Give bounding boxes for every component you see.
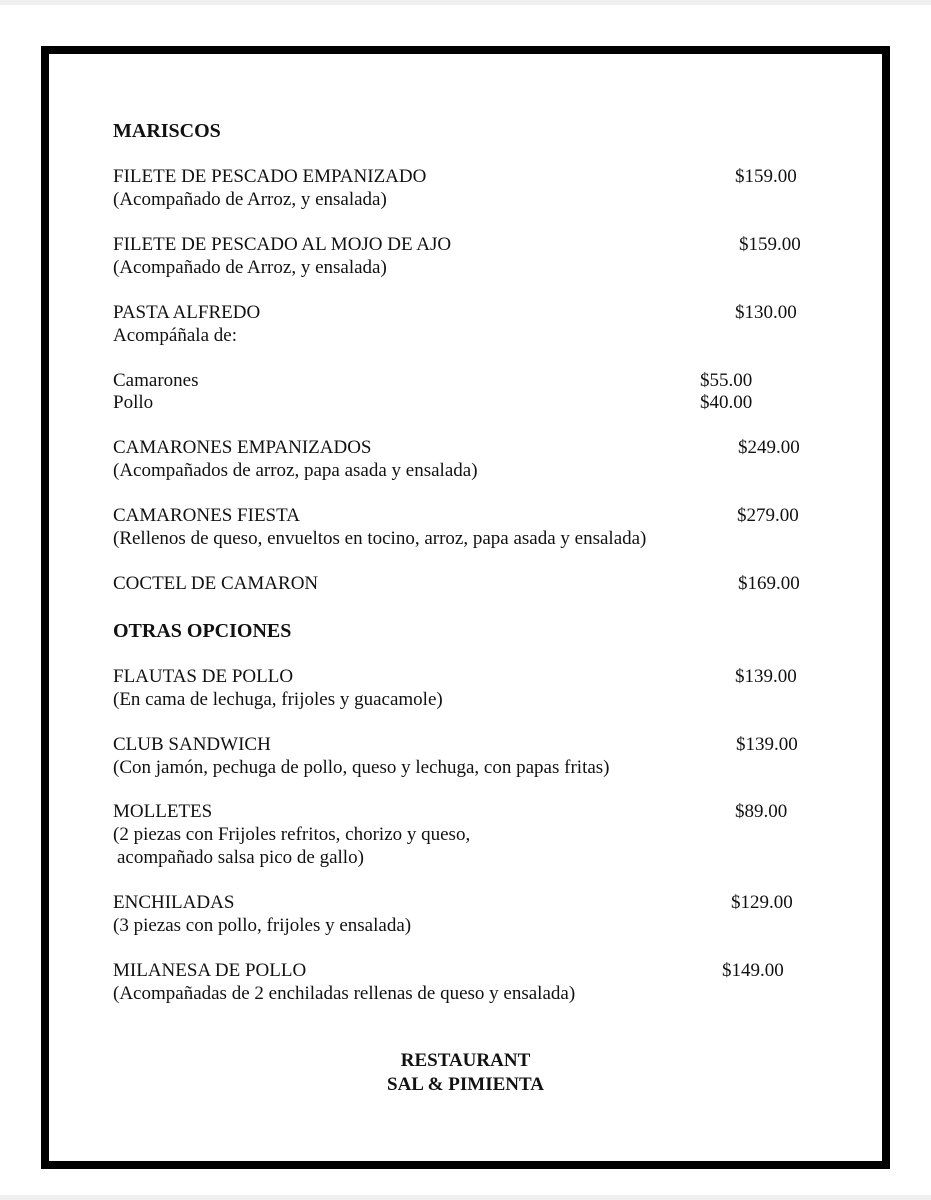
- item-description: (2 piezas con Frijoles refritos, chorizo y queso,: [113, 824, 471, 845]
- item-description: Acompáñala de:: [113, 325, 237, 346]
- item-description: acompañado salsa pico de gallo): [117, 847, 364, 868]
- item-price: $129.00: [731, 892, 793, 913]
- item-description: (Acompañado de Arroz, y ensalada): [113, 257, 387, 278]
- extra-name: Camarones: [113, 370, 199, 391]
- item-name: FLAUTAS DE POLLO: [113, 666, 294, 687]
- item-description: (En cama de lechuga, frijoles y guacamole): [113, 689, 443, 710]
- item-price: $159.00: [739, 234, 801, 255]
- extra-name: Pollo: [113, 392, 154, 413]
- item-name: CAMARONES FIESTA: [113, 505, 300, 526]
- extra-price: $55.00: [700, 370, 753, 391]
- item-price: $169.00: [738, 573, 800, 594]
- restaurant-name: SAL & PIMIENTA: [387, 1074, 544, 1095]
- item-description: (Con jamón, pechuga de pollo, queso y lechuga, con papas fritas): [113, 757, 610, 778]
- item-name: CAMARONES EMPANIZADOS: [113, 437, 372, 458]
- item-price: $279.00: [737, 505, 799, 526]
- item-price: $139.00: [735, 666, 797, 687]
- section-heading-otras-opciones: OTRAS OPCIONES: [113, 620, 292, 642]
- item-name: PASTA ALFREDO: [113, 302, 261, 323]
- item-name: CLUB SANDWICH: [113, 734, 271, 755]
- item-name: MOLLETES: [113, 801, 213, 822]
- menu-page: [0, 5, 931, 1195]
- item-price: $249.00: [738, 437, 800, 458]
- item-description: (Acompañados de arroz, papa asada y ensalada): [113, 460, 478, 481]
- item-name: FILETE DE PESCADO AL MOJO DE AJO: [113, 234, 452, 255]
- extra-price: $40.00: [700, 392, 753, 413]
- item-description: (Acompañadas de 2 enchiladas rellenas de queso y ensalada): [113, 983, 576, 1004]
- item-price: $139.00: [736, 734, 798, 755]
- item-price: $149.00: [722, 960, 784, 981]
- section-heading-mariscos: MARISCOS: [113, 120, 221, 142]
- item-price: $159.00: [735, 166, 797, 187]
- item-name: COCTEL DE CAMARON: [113, 573, 319, 594]
- restaurant-label: RESTAURANT: [400, 1050, 531, 1071]
- item-description: (Rellenos de queso, envueltos en tocino, arroz, papa asada y ensalada): [113, 528, 647, 549]
- item-name: MILANESA DE POLLO: [113, 960, 307, 981]
- item-description: (3 piezas con pollo, frijoles y ensalada): [113, 915, 412, 936]
- item-price: $130.00: [735, 302, 797, 323]
- item-name: ENCHILADAS: [113, 892, 235, 913]
- item-price: $89.00: [735, 801, 788, 822]
- item-description: (Acompañado de Arroz, y ensalada): [113, 189, 387, 210]
- item-name: FILETE DE PESCADO EMPANIZADO: [113, 166, 427, 187]
